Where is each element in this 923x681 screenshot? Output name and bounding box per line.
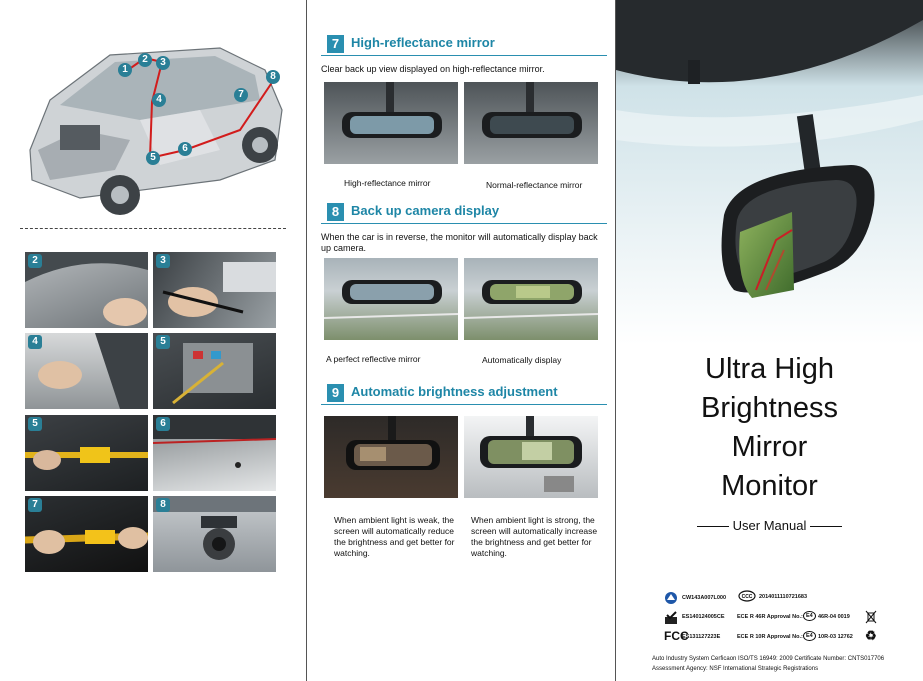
marker-2: 2 — [138, 53, 152, 67]
dotted-divider — [20, 228, 286, 229]
install-photo-5b — [25, 415, 148, 491]
photo-badge: 7 — [28, 498, 42, 512]
photo-badge: 8 — [156, 498, 170, 512]
install-photo-2 — [25, 252, 148, 328]
section-description: Clear back up view displayed on high-reflectance mirror. — [321, 64, 545, 74]
photo-badge: 5 — [28, 417, 42, 431]
install-photo-5a — [153, 333, 276, 409]
cover-title — [616, 350, 923, 506]
section-high-reflectance — [321, 34, 607, 75]
cover-mirror-photo — [616, 0, 923, 345]
weee-bin-icon — [865, 610, 877, 627]
e4-mark-icon: E4 — [803, 611, 816, 621]
e4-mark-icon: E4 — [803, 631, 816, 641]
car-wiring-illustration — [20, 30, 290, 220]
certification-icon — [664, 591, 678, 608]
caption-weak-light: When ambient light is weak, the screen will automatically reduce the brightness and get better for watching. — [334, 515, 455, 558]
caption-auto-display: Automatically display — [482, 355, 562, 365]
caption-normal-reflectance: Normal-reflectance mirror — [486, 180, 583, 190]
marker-1: 1 — [118, 63, 132, 77]
svg-text:CCC: CCC — [741, 594, 753, 600]
ece-10r-label: ECE R 10R Approval No.: — [737, 634, 803, 640]
section-title: Automatic brightness adjustment — [351, 384, 558, 399]
install-photo-6 — [153, 415, 276, 491]
footer-iso-line: Auto Industry System Cerficaon ISO/TS 16949: 2009 Certificate Number: CNTS017706 — [652, 656, 885, 662]
install-photo-7 — [25, 496, 148, 572]
section-description: When the car is in reverse, the monitor will automatically display back up camera. — [321, 232, 598, 253]
caption-reflective-mirror: A perfect reflective mirror — [326, 354, 421, 364]
features-panel — [307, 0, 616, 681]
ece-46r-label: ECE R 46R Approval No.: — [737, 614, 803, 620]
marker-7: 7 — [234, 88, 248, 102]
section-number: 9 — [327, 384, 344, 402]
cert-code-5: ES131127223E — [682, 634, 721, 640]
marker-5: 5 — [146, 151, 160, 165]
section-number: 8 — [327, 203, 344, 221]
cert-code-3: ES140124005CE — [682, 614, 725, 620]
cert-code-2: 2014011110721683 — [759, 594, 808, 600]
caption-strong-light: When ambient light is strong, the screen will automatically increase the brightness and get better for watching. — [471, 515, 598, 558]
install-photo-8 — [153, 496, 276, 572]
caption-high-reflectance: High-reflectance mirror — [344, 178, 431, 188]
user-manual-label — [616, 518, 923, 533]
install-photo-4 — [25, 333, 148, 409]
photo-badge: 3 — [156, 254, 170, 268]
marker-6: 6 — [178, 142, 192, 156]
section-backup-camera — [321, 202, 607, 254]
section-brightness — [321, 383, 607, 405]
cert-code-1: CW143A007L000 — [682, 595, 727, 601]
manual-text: User Manual — [732, 518, 807, 533]
section-title: High-reflectance mirror — [351, 35, 495, 50]
title-line: Brightness — [700, 392, 838, 424]
photo-badge: 4 — [28, 335, 42, 349]
auto-display-photo — [464, 258, 598, 340]
title-line: Mirror — [731, 431, 808, 463]
normal-reflectance-photo — [464, 82, 598, 164]
high-reflectance-photo — [324, 82, 458, 164]
marker-3: 3 — [156, 56, 170, 70]
cover-panel — [616, 0, 923, 681]
marker-4: 4 — [152, 93, 166, 107]
strong-light-photo — [464, 416, 598, 498]
ece-46r-value: 46R-04 0019 — [818, 614, 850, 620]
reflective-mirror-photo — [324, 258, 458, 340]
section-number: 7 — [327, 35, 344, 53]
marker-8: 8 — [266, 70, 280, 84]
footer-agency-line: Assessment Agency: NSF International Strategic Registrations — [652, 666, 819, 672]
check-mark-icon — [664, 611, 678, 628]
weak-light-photo — [324, 416, 458, 498]
title-line: Ultra High — [705, 353, 834, 385]
photo-badge: 5 — [156, 335, 170, 349]
recycle-icon: ♻ — [865, 628, 877, 643]
photo-badge: 6 — [156, 417, 170, 431]
fcc-logo-icon: FCC — [664, 629, 689, 643]
installation-panel — [0, 0, 307, 681]
ccc-icon — [738, 590, 756, 605]
install-photo-3 — [153, 252, 276, 328]
ece-10r-value: 10R-03 12762 — [818, 634, 853, 640]
section-title: Back up camera display — [351, 203, 500, 218]
title-line: Monitor — [721, 470, 818, 502]
photo-badge: 2 — [28, 254, 42, 268]
